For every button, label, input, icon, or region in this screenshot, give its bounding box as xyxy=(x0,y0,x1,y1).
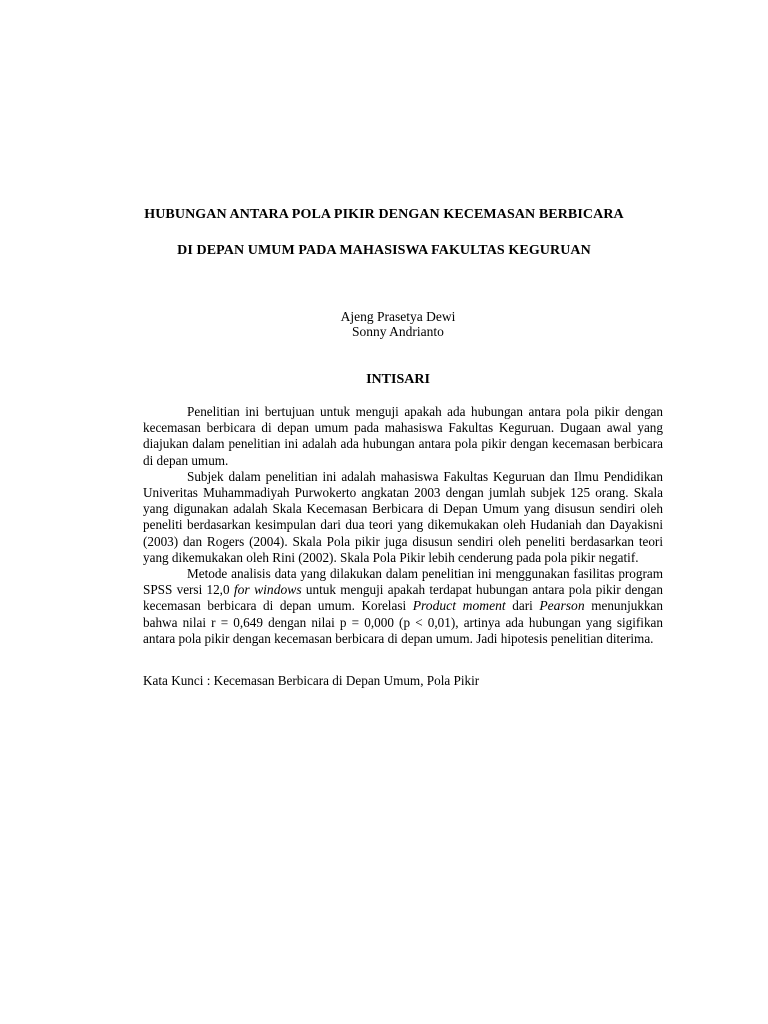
italic-term: Product moment xyxy=(412,598,506,614)
paragraph-text: menunjukkan bahwa nilai r = 0,649 dengan nilai p = 0,000 (p < 0,01), artinya ada hubungan yang sigifikan antara pola pikir dengan kecemasan berbicara di depan umum. Jadi hipotesis penelitian diterima. xyxy=(143,598,663,646)
abstract-heading: INTISARI xyxy=(366,372,430,387)
abstract-paragraph-2: Subjek dalam penelitian ini adalah mahasiswa Fakultas Keguruan dan Ilmu Pendidikan Univeritas Muhammadiyah Purwokerto angkatan 2003 dengan jumlah subjek 125 orang. Skala yang digunakan adalah Skala Kecemasan Berbicara di Depan Umum yang disusun sendiri oleh peneliti berdasarkan kesimpulan dari dua teori yang dikemukakan oleh Hudaniah dan Dayakisni (2003) dan Rogers (2004). Skala Pola pikir juga disusun sendiri oleh peneliti berdasarkan teori yang dikemukakan oleh Rini (2002). Skala Pola Pikir lebih cenderung pada pola pikir negatif. xyxy=(143,468,663,565)
keywords-line: Kata Kunci : Kecemasan Berbicara di Depan Umum, Pola Pikir xyxy=(143,673,480,688)
abstract-paragraph-1: Penelitian ini bertujuan untuk menguji apakah ada hubungan antara pola pikir dengan kecemasan berbicara di depan umum pada mahasiswa Fakultas Keguruan. Dugaan awal yang diajukan dalam penelitian ini adalah ada hubungan antara pola pikir dengan kecemasan berbicara di depan umum. xyxy=(143,404,663,468)
paragraph-text: untuk menguji apakah terdapat hubungan antara pola pikir dengan kecemasan berbicara di depan umum. Korelasi xyxy=(143,582,663,614)
abstract-body xyxy=(143,404,663,647)
italic-term: for windows xyxy=(233,582,302,598)
paper-title-line-2: DI DEPAN UMUM PADA MAHASISWA FAKULTAS KEGURUAN xyxy=(177,243,591,258)
author-name: Ajeng Prasetya Dewi xyxy=(340,309,456,324)
italic-term: Pearson xyxy=(539,598,585,614)
author-list xyxy=(0,309,768,339)
paragraph-text: Metode analisis data yang dilakukan dalam penelitian ini menggunakan fasilitas program SPSS versi 12,0 xyxy=(143,566,663,598)
paragraph-text: dari xyxy=(505,598,540,614)
author-name: Sonny Andrianto xyxy=(352,324,444,339)
paper-title-line-1: HUBUNGAN ANTARA POLA PIKIR DENGAN KECEMASAN BERBICARA xyxy=(144,207,624,222)
abstract-paragraph-3 xyxy=(143,566,663,647)
